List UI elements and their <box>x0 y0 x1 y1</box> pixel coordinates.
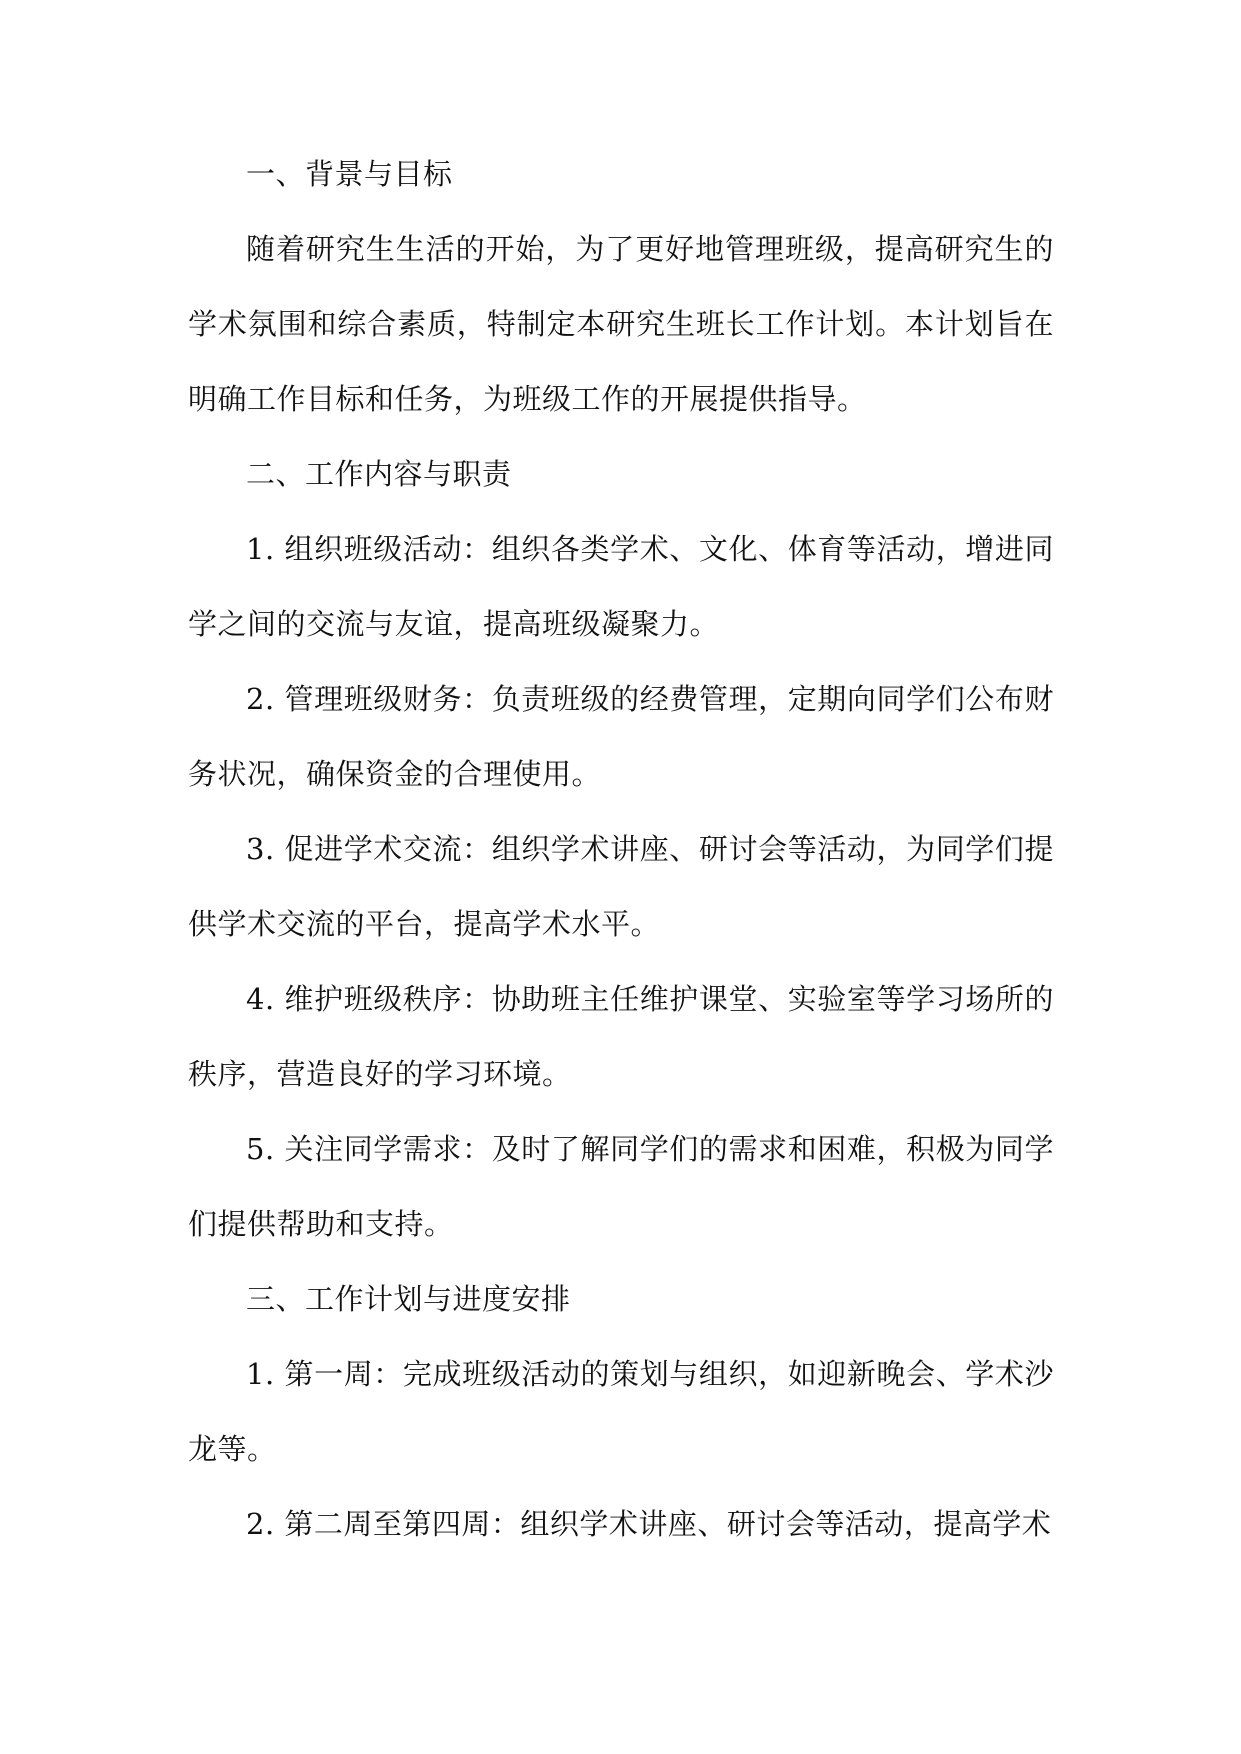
list-item-duty-1: 1. 组织班级活动：组织各类学术、文化、体育等活动，增进同学之间的交流与友谊，提高班级凝聚力。 <box>188 532 1054 641</box>
list-item-duty-5: 5. 关注同学需求：及时了解同学们的需求和困难，积极为同学们提供帮助和支持。 <box>188 1132 1054 1241</box>
list-item-duty-4: 4. 维护班级秩序：协助班主任维护课堂、实验室等学习场所的秩序，营造良好的学习环境。 <box>188 982 1054 1091</box>
list-item-duty-2: 2. 管理班级财务：负责班级的经费管理，定期向同学们公布财务状况，确保资金的合理使用。 <box>188 682 1054 791</box>
section-heading-plan-schedule: 三、工作计划与进度安排 <box>246 1282 571 1316</box>
list-item-duty-3: 3. 促进学术交流：组织学术讲座、研讨会等活动，为同学们提供学术交流的平台，提高学术水平。 <box>188 832 1054 941</box>
paragraph-background: 随着研究生生活的开始，为了更好地管理班级，提高研究生的学术氛围和综合素质，特制定本研究生班长工作计划。本计划旨在明确工作目标和任务，为班级工作的开展提供指导。 <box>188 232 1054 416</box>
list-item-plan-2: 2. 第二周至第四周：组织学术讲座、研讨会等活动，提高学术 <box>246 1507 1052 1541</box>
section-heading-content-duties: 二、工作内容与职责 <box>246 457 512 491</box>
document-body <box>188 137 1054 1562</box>
list-item-plan-1: 1. 第一周：完成班级活动的策划与组织，如迎新晚会、学术沙龙等。 <box>188 1357 1054 1466</box>
section-heading-background-goals: 一、背景与目标 <box>246 157 453 191</box>
